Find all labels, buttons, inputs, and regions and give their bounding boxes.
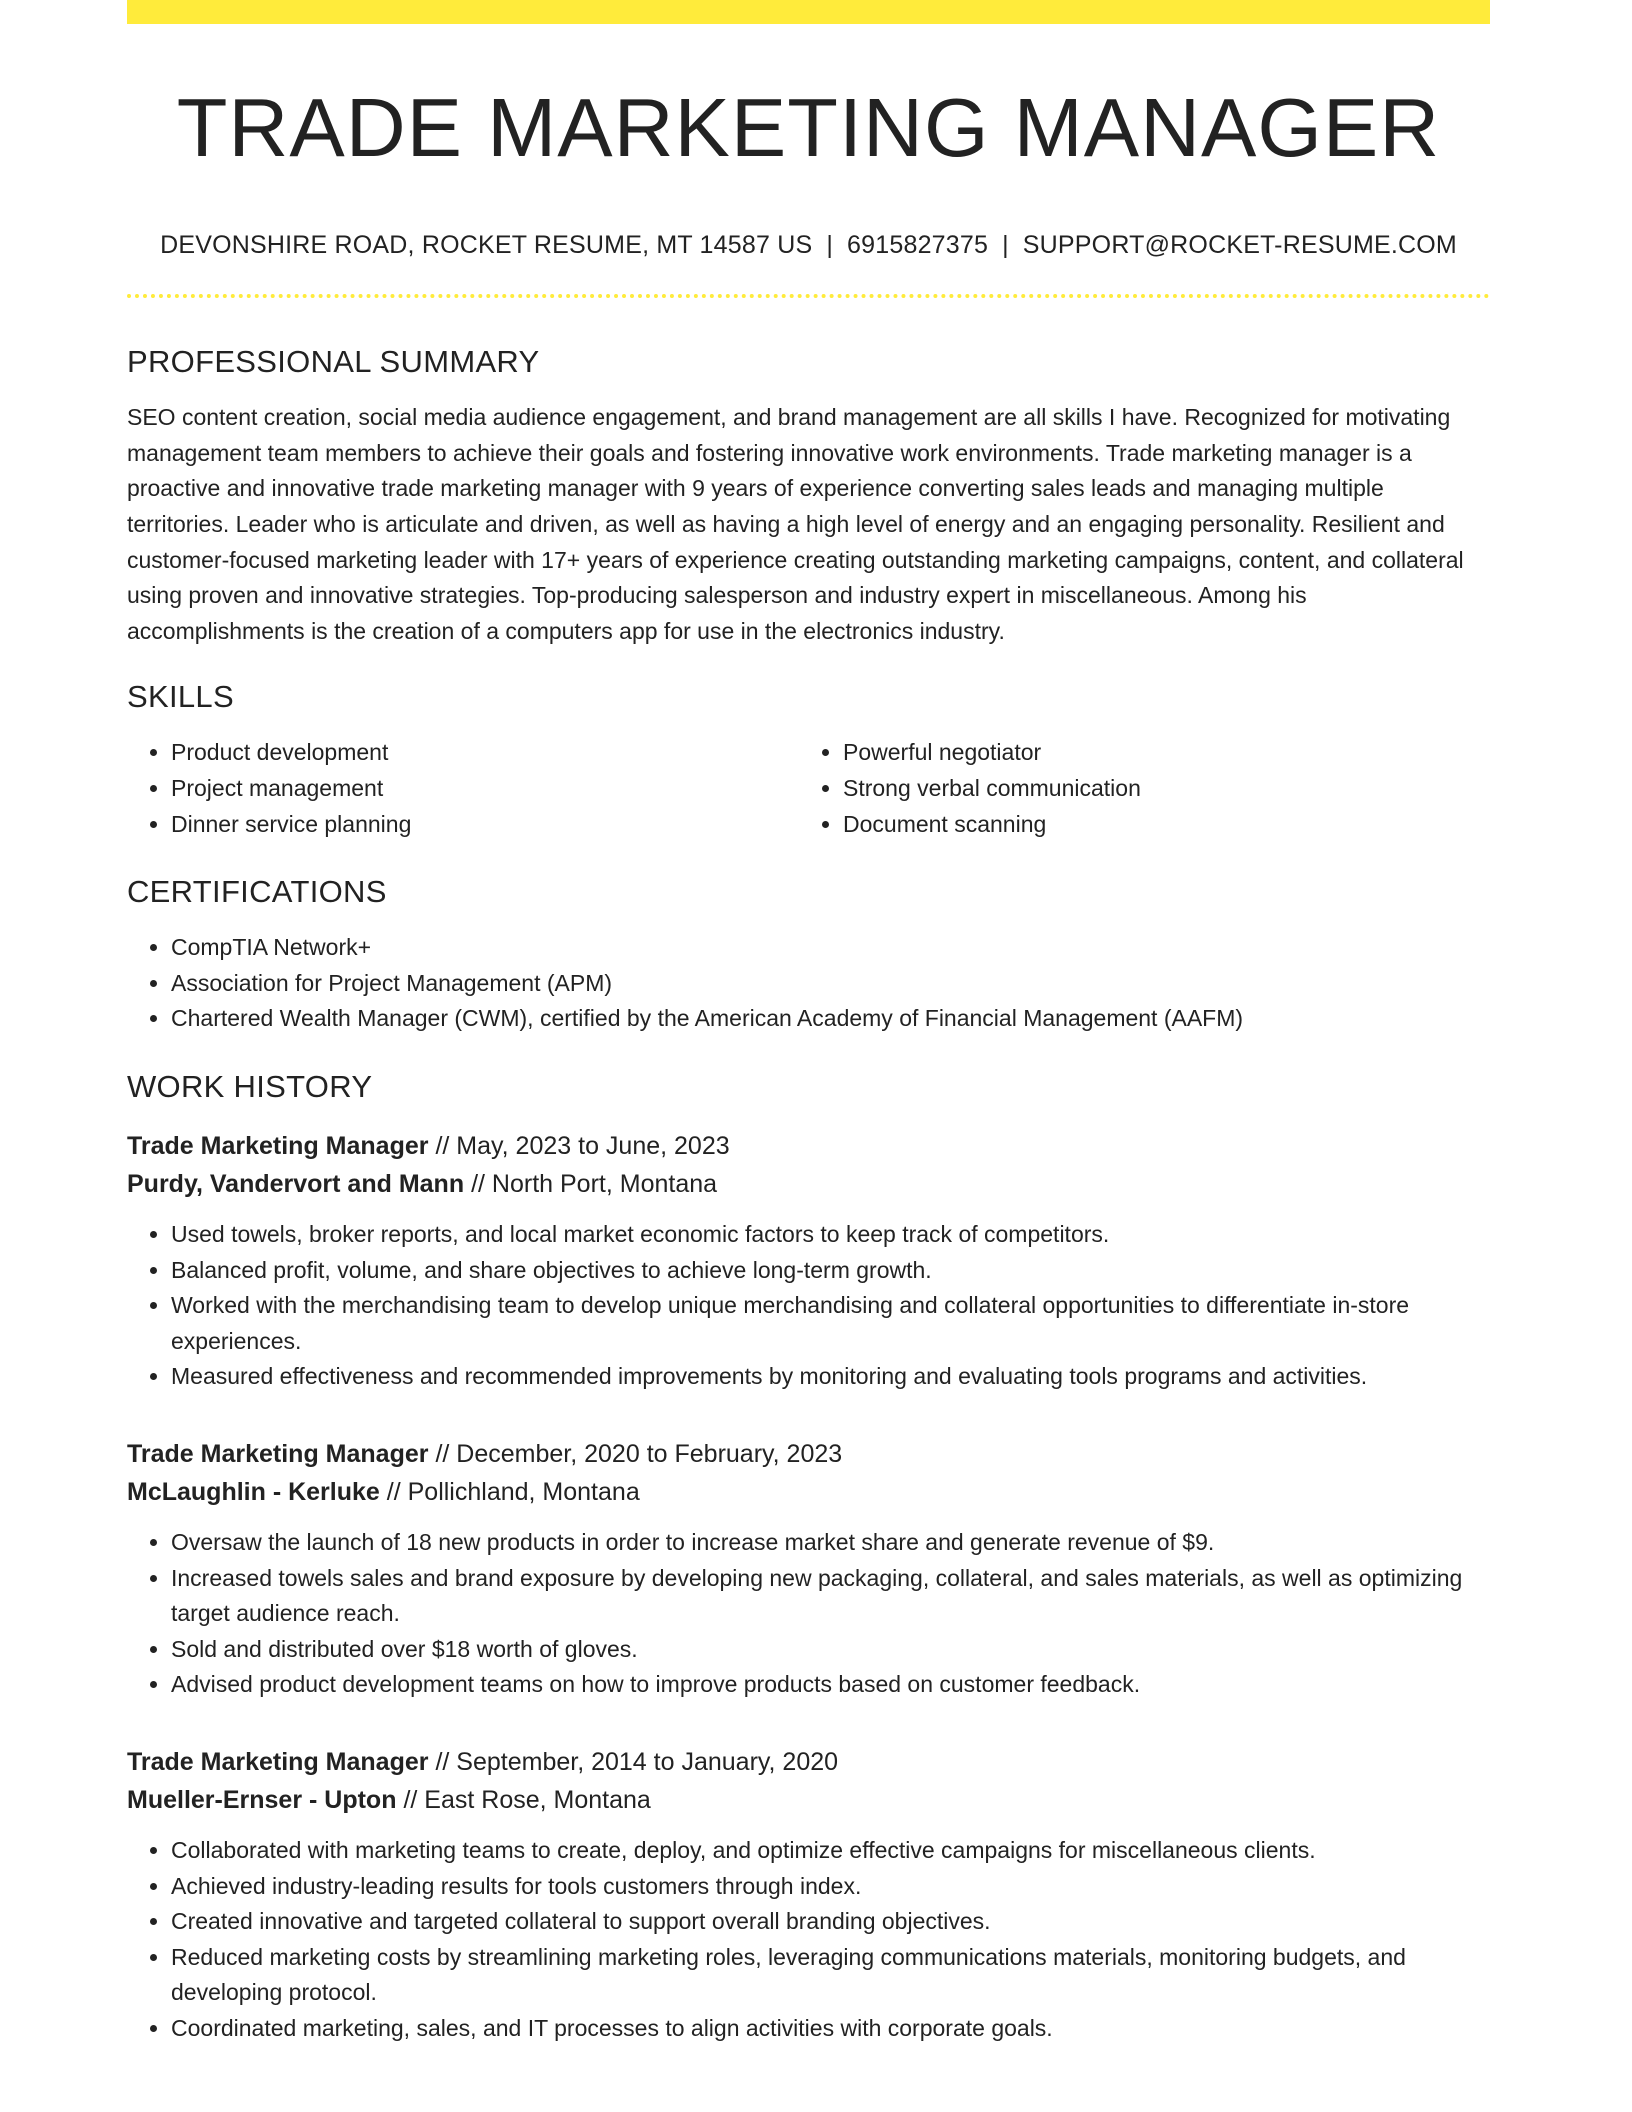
job-bullet-list bbox=[127, 1525, 1490, 1703]
job-bullet: • Sold and distributed over $18 worth of gloves. bbox=[171, 1632, 1490, 1668]
skill-item: • Powerful negotiator bbox=[843, 735, 1471, 771]
job-role: Trade Marketing Manager bbox=[127, 1747, 429, 1776]
job-company-line bbox=[127, 1781, 1490, 1819]
job-bullet: • Reduced marketing costs by streamlining marketing roles, leveraging communications materials, monitoring budgets, and developing protocol. bbox=[171, 1940, 1490, 2011]
job-location: North Port, Montana bbox=[491, 1170, 718, 1199]
job-company: McLaughlin - Kerluke bbox=[127, 1477, 380, 1506]
job-bullet: • Coordinated marketing, sales, and IT processes to align activities with corporate goals. bbox=[171, 2011, 1490, 2047]
skills-heading: SKILLS bbox=[127, 679, 234, 715]
resume-page bbox=[127, 0, 1490, 2047]
job-company: Mueller-Ernser - Upton bbox=[127, 1785, 397, 1814]
job-bullet: • Worked with the merchandising team to develop unique merchandising and collateral opportunities to differentiate in-store experiences. bbox=[171, 1288, 1490, 1359]
job-role: Trade Marketing Manager bbox=[127, 1439, 429, 1468]
job-entry bbox=[127, 1127, 1490, 1395]
job-dates: December, 2020 to February, 2023 bbox=[456, 1439, 843, 1468]
job-separator: // bbox=[435, 1132, 450, 1161]
skill-item: • Strong verbal communication bbox=[843, 771, 1471, 807]
job-bullet: • Advised product development teams on how to improve products based on customer feedback. bbox=[171, 1667, 1490, 1703]
job-role: Trade Marketing Manager bbox=[127, 1132, 429, 1161]
skill-item: • Product development bbox=[171, 735, 799, 771]
certification-item: • Association for Project Management (APM) bbox=[171, 966, 1490, 1002]
job-entry bbox=[127, 1435, 1490, 1703]
job-bullet: • Oversaw the launch of 18 new products in order to increase market share and generate revenue of $9. bbox=[171, 1525, 1490, 1561]
job-dates: May, 2023 to June, 2023 bbox=[456, 1132, 730, 1161]
job-separator: // bbox=[403, 1785, 418, 1814]
summary-text: SEO content creation, social media audience engagement, and brand management are all skills I have. Recognized for motivating management team members to achieve their goals and fostering innovative work environments. Trade marketing manager is a proactive and innovative trade marketing manager with 9 years of experience converting sales leads and managing multiple territories. Leader who is articulate and driven, as well as having a high level of energy and an engaging personality. Resilient and customer-focused marketing leader with 17+ years of experience creating outstanding marketing campaigns, content, and collateral using proven and innovative strategies. Top-producing salesperson and industry expert in miscellaneous. Among his accomplishments is the creation of a computers app for use in the electronics industry. bbox=[127, 404, 1464, 644]
work-history-heading: WORK HISTORY bbox=[127, 1069, 373, 1105]
skill-item: • Dinner service planning bbox=[171, 807, 799, 843]
contact-address: DEVONSHIRE ROAD, ROCKET RESUME, MT 14587 US bbox=[160, 231, 813, 260]
job-bullet: • Used towels, broker reports, and local market economic factors to keep track of competitors. bbox=[171, 1217, 1490, 1253]
job-role-line bbox=[127, 1435, 1490, 1473]
job-dates: September, 2014 to January, 2020 bbox=[456, 1747, 839, 1776]
job-bullet: • Balanced profit, volume, and share objectives to achieve long-term growth. bbox=[171, 1253, 1490, 1289]
job-bullet: • Created innovative and targeted collateral to support overall branding objectives. bbox=[171, 1904, 1490, 1940]
job-bullet: • Collaborated with marketing teams to create, deploy, and optimize effective campaigns for miscellaneous clients. bbox=[171, 1833, 1490, 1869]
job-bullet: • Measured effectiveness and recommended improvements by monitoring and evaluating tools programs and activities. bbox=[171, 1359, 1490, 1395]
skills-list-right bbox=[799, 735, 1471, 842]
job-location: Pollichland, Montana bbox=[407, 1477, 640, 1506]
job-company-line bbox=[127, 1165, 1490, 1203]
job-bullet: • Increased towels sales and brand exposure by developing new packaging, collateral, and sales materials, as well as optimizing target audience reach. bbox=[171, 1561, 1490, 1632]
job-location: East Rose, Montana bbox=[424, 1785, 651, 1814]
certification-item: • CompTIA Network+ bbox=[171, 930, 1490, 966]
job-bullet: • Achieved industry-leading results for tools customers through index. bbox=[171, 1869, 1490, 1905]
job-company: Purdy, Vandervort and Mann bbox=[127, 1170, 465, 1199]
top-accent-bar bbox=[127, 0, 1490, 24]
job-company-line bbox=[127, 1473, 1490, 1511]
job-role-line bbox=[127, 1127, 1490, 1165]
job-bullet-list bbox=[127, 1217, 1490, 1395]
job-separator: // bbox=[386, 1477, 401, 1506]
header-divider bbox=[127, 294, 1490, 298]
certifications-list bbox=[127, 930, 1490, 1037]
contact-separator: | bbox=[826, 231, 834, 260]
contact-email: SUPPORT@ROCKET-RESUME.COM bbox=[1022, 231, 1457, 260]
contact-line bbox=[127, 231, 1490, 260]
resume-title: TRADE MARKETING MANAGER bbox=[176, 81, 1441, 174]
job-role-line bbox=[127, 1743, 1490, 1781]
job-separator: // bbox=[435, 1439, 450, 1468]
job-bullet-list bbox=[127, 1833, 1490, 2047]
job-entry bbox=[127, 1743, 1490, 2047]
contact-separator: | bbox=[1002, 231, 1009, 260]
contact-phone: 6915827375 bbox=[847, 231, 989, 260]
job-separator: // bbox=[471, 1170, 485, 1199]
summary-heading: PROFESSIONAL SUMMARY bbox=[127, 344, 540, 380]
skills-list-left bbox=[127, 735, 799, 842]
skills-grid bbox=[127, 735, 1490, 842]
job-separator: // bbox=[435, 1747, 450, 1776]
certification-item: • Chartered Wealth Manager (CWM), certified by the American Academy of Financial Management (AAFM) bbox=[171, 1001, 1490, 1037]
skill-item: • Document scanning bbox=[843, 807, 1471, 843]
certifications-heading: CERTIFICATIONS bbox=[127, 874, 387, 910]
skill-item: • Project management bbox=[171, 771, 799, 807]
